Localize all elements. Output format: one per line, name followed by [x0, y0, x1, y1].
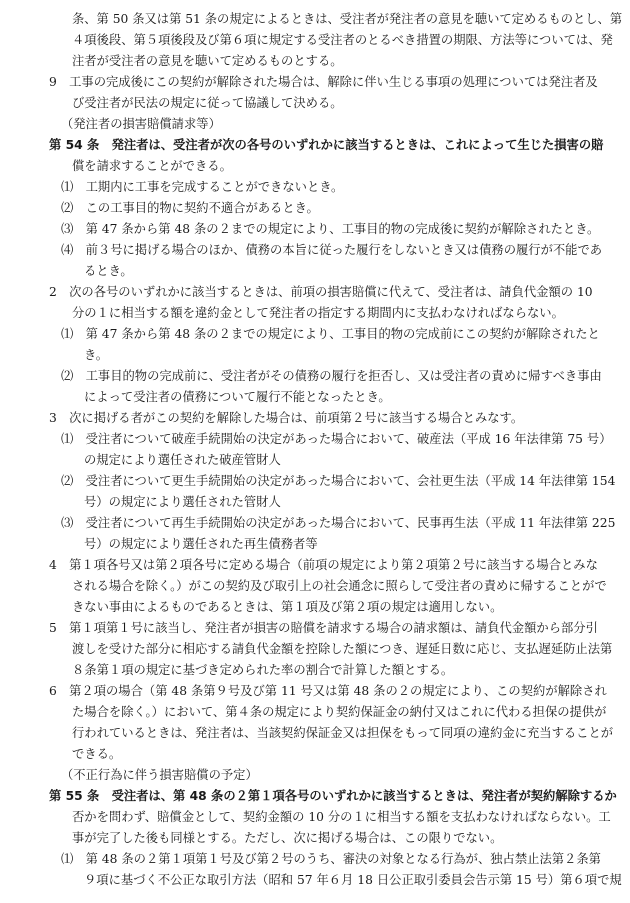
text-line: 6 第２項の場合（第 48 条第９号及び第 11 号又は第 48 条の２の規定により、この契約が解除され — [49, 684, 607, 698]
text-line: ９項に基づく不公正な取引方法（昭和 57 年６月 18 日公正取引委員会告示第 15 号）第６項で規 — [84, 873, 622, 887]
list-item: ⑵ この工事目的物に契約不適合があるとき。 — [61, 201, 319, 215]
text-line: 号）の規定により選任された再生債務者等 — [84, 537, 318, 551]
list-item: ⑴ 受注者について破産手続開始の決定があった場合において、破産法（平成 16 年法律第 75 号） — [61, 432, 612, 446]
article-54-line: 第 54 条 発注者は、受注者が次の各号のいずれかに該当するときは、これによって生じた損害の賠 — [49, 138, 604, 152]
text-line: 条、第 50 条又は第 51 条の規定によるときは、受注者が発注者の意見を聴いて定めるものとし、第 — [72, 12, 623, 26]
section-heading: （不正行為に伴う損害賠償の予定） — [61, 768, 258, 782]
article-55-line: 第 55 条 受注者は、第 48 条の２第１項各号のいずれかに該当するときは、発注者が契約解除するか — [49, 789, 617, 803]
text-line: できる。 — [72, 747, 122, 761]
list-item: ⑴ 第 48 条の２第１項第１号及び第２号のうち、審決の対象となる行為が、独占禁止法第２条第 — [61, 852, 601, 866]
text-line: 9 工事の完成後にこの契約が解除された場合は、解除に伴い生じる事項の処理については発注者及 — [49, 75, 598, 89]
text-line: き。 — [84, 348, 109, 362]
text-line: 償を請求することができる。 — [72, 159, 232, 173]
text-line: の規定により選任された破産管財人 — [84, 453, 281, 467]
list-item: ⑴ 工期内に工事を完成することができないとき。 — [61, 180, 344, 194]
text-line: ８条第１項の規定に基づき定められた率の割合で計算した額とする。 — [72, 663, 454, 677]
text-line: きない事由によるものであるときは、第１項及び第２項の規定は適用しない。 — [72, 600, 503, 614]
text-line: 3 次に掲げる者がこの契約を解除した場合は、前項第２号に該当する場合とみなす。 — [49, 411, 524, 425]
text-line: 2 次の各号のいずれかに該当するときは、前項の損害賠償に代えて、受注者は、請負代金額の 10 — [49, 285, 593, 299]
text-line: 渡しを受けた部分に相応する請負代金額を控除した額につき、遅延日数に応じ、支払遅延防止法第 — [72, 642, 613, 656]
text-line: によって受注者の債務について履行不能となったとき。 — [84, 390, 391, 404]
text-line: される場合を除く。）がこの契約及び取引上の社会通念に照らして受注者の責めに帰することがで — [72, 579, 607, 593]
text-line: ４項後段、第５項後段及び第６項に規定する受注者のとるべき措置の期限、方法等については、発 — [72, 33, 613, 47]
list-item: ⑵ 受注者について更生手続開始の決定があった場合において、会社更生法（平成 14 年法律第 154 — [61, 474, 616, 488]
text-line: び受注者が民法の規定に従って協議して決める。 — [72, 96, 343, 110]
list-item: ⑶ 受注者について再生手続開始の決定があった場合において、民事再生法（平成 11 年法律第 225 — [61, 516, 616, 530]
text-line: 注者が受注者の意見を聴いて定めるものとする。 — [72, 54, 343, 68]
text-line: 5 第１項第１号に該当し、発注者が損害の賠償を請求する場合の請求額は、請負代金額から部分引 — [49, 621, 598, 635]
list-item: ⑵ 工事目的物の完成前に、受注者がその債務の履行を拒否し、又は受注者の責めに帰すべき事由 — [61, 369, 602, 383]
list-item: ⑷ 前３号に掲げる場合のほか、債務の本旨に従った履行をしないとき又は債務の履行が不能であ — [61, 243, 603, 257]
list-item: ⑴ 第 47 条から第 48 条の２までの規定により、工事目的物の完成前にこの契約が解除されたと — [61, 327, 600, 341]
list-item: ⑶ 第 47 条から第 48 条の２までの規定により、工事目的物の完成後に契約が解除されたとき。 — [61, 222, 600, 236]
text-line: 4 第１項各号又は第２項各号に定める場合（前項の規定により第２項第２号に該当する場合とみな — [49, 558, 598, 572]
text-line: た場合を除く。）において、第４条の規定により契約保証金の納付又はこれに代わる担保の提供が — [72, 705, 607, 719]
text-line: 行われているときは、発注者は、当該契約保証金又は担保をもって同項の違約金に充当することが — [72, 726, 614, 740]
text-line: 号）の規定により選任された管財人 — [84, 495, 281, 509]
text-line: るとき。 — [84, 264, 133, 278]
text-line: 否かを問わず、賠償金として、契約金額の 10 分の１に相当する額を支払わなければならない。工 — [72, 810, 611, 824]
text-line: 分の１に相当する額を違約金として発注者の指定する期間内に支払わなければならない。 — [72, 306, 564, 320]
section-heading: （発注者の損害賠償請求等） — [61, 117, 221, 131]
text-line: 事が完了した後も同様とする。ただし、次に掲げる場合は、この限りでない。 — [72, 831, 503, 845]
